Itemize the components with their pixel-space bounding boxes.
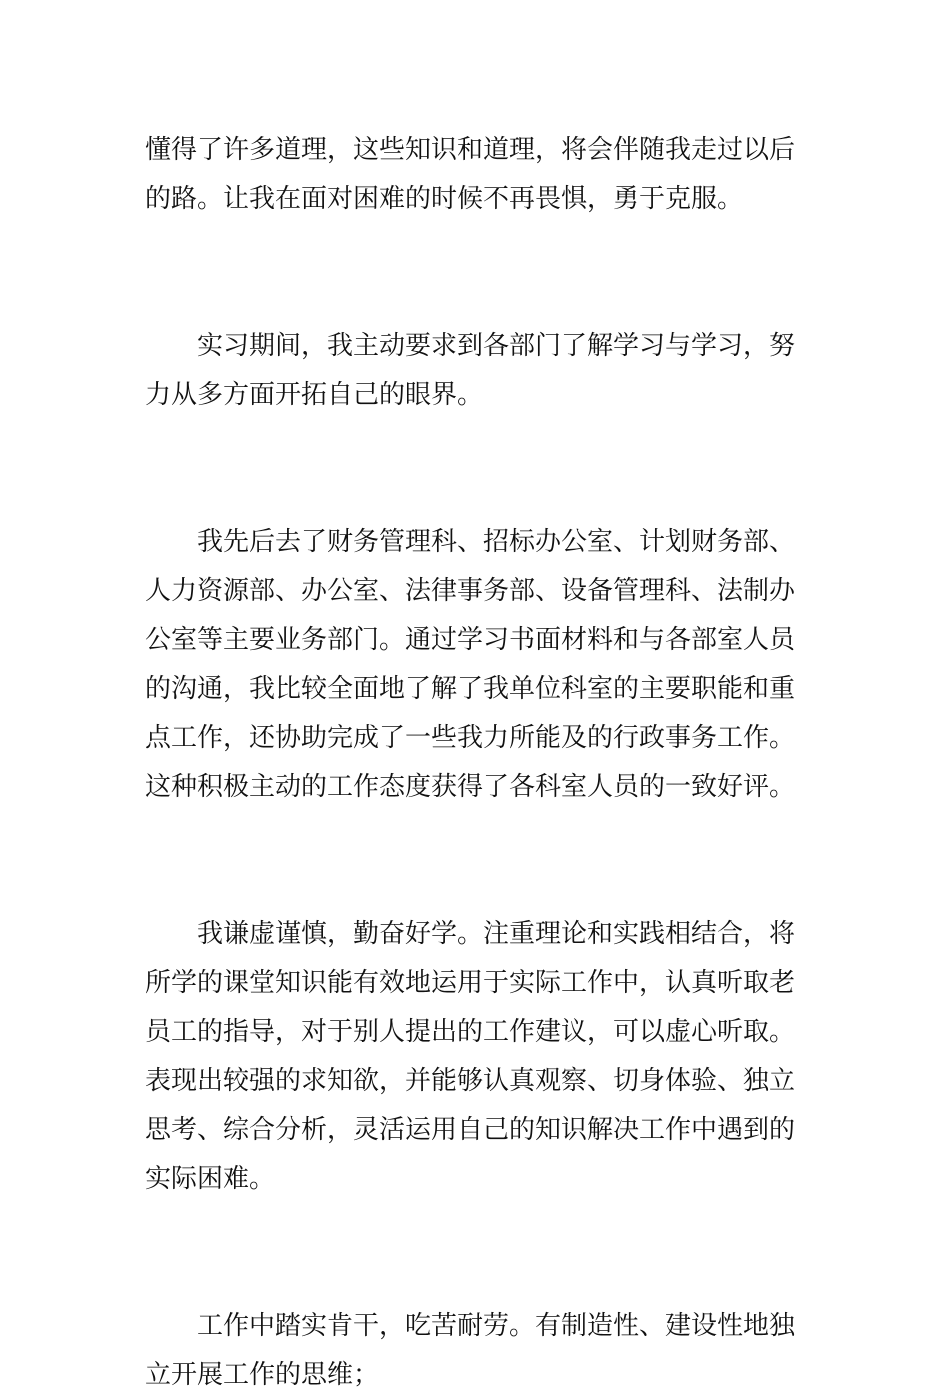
paragraph-line: 公室等主要业务部门。通过学习书面材料和与各部室人员 xyxy=(145,625,796,655)
paragraph-line: 懂得了许多道理，这些知识和道理，将会伴随我走过以后 xyxy=(145,135,796,165)
paragraph-line: 点工作，还协助完成了一些我力所能及的行政事务工作。 xyxy=(145,723,796,753)
paragraph-line: 工作中踏实肯干，吃苦耐劳。有制造性、建设性地独 xyxy=(197,1311,796,1341)
paragraph-line: 立开展工作的思维； xyxy=(145,1360,380,1390)
paragraph-1 xyxy=(145,126,810,224)
paragraph-line: 所学的课堂知识能有效地运用于实际工作中，认真听取老 xyxy=(145,968,796,998)
paragraph-line: 这种积极主动的工作态度获得了各科室人员的一致好评。 xyxy=(145,772,796,802)
paragraph-line: 的路。让我在面对困难的时候不再畏惧，勇于克服。 xyxy=(145,184,744,214)
paragraph-spacer xyxy=(145,1204,810,1302)
paragraph-line: 实际困难。 xyxy=(145,1164,276,1194)
paragraph-spacer xyxy=(145,812,810,910)
paragraph-line: 实习期间，我主动要求到各部门了解学习与学习，努 xyxy=(197,331,796,361)
paragraph-line: 人力资源部、办公室、法律事务部、设备管理科、法制办 xyxy=(145,576,796,606)
document-body xyxy=(145,126,810,1400)
paragraph-4 xyxy=(145,910,810,1204)
paragraph-line: 员工的指导，对于别人提出的工作建议，可以虚心听取。 xyxy=(145,1017,796,1047)
paragraph-line: 我先后去了财务管理科、招标办公室、计划财务部、 xyxy=(197,527,796,557)
paragraph-3 xyxy=(145,518,810,812)
paragraph-2 xyxy=(145,322,810,420)
paragraph-spacer xyxy=(145,224,810,322)
paragraph-spacer xyxy=(145,420,810,518)
paragraph-line: 的沟通，我比较全面地了解了我单位科室的主要职能和重 xyxy=(145,674,796,704)
paragraph-line: 力从多方面开拓自己的眼界。 xyxy=(145,380,484,410)
paragraph-line: 表现出较强的求知欲，并能够认真观察、切身体验、独立 xyxy=(145,1066,796,1096)
paragraph-line: 我谦虚谨慎，勤奋好学。注重理论和实践相结合，将 xyxy=(197,919,796,949)
paragraph-5 xyxy=(145,1302,810,1400)
paragraph-line: 思考、综合分析，灵活运用自己的知识解决工作中遇到的 xyxy=(145,1115,796,1145)
